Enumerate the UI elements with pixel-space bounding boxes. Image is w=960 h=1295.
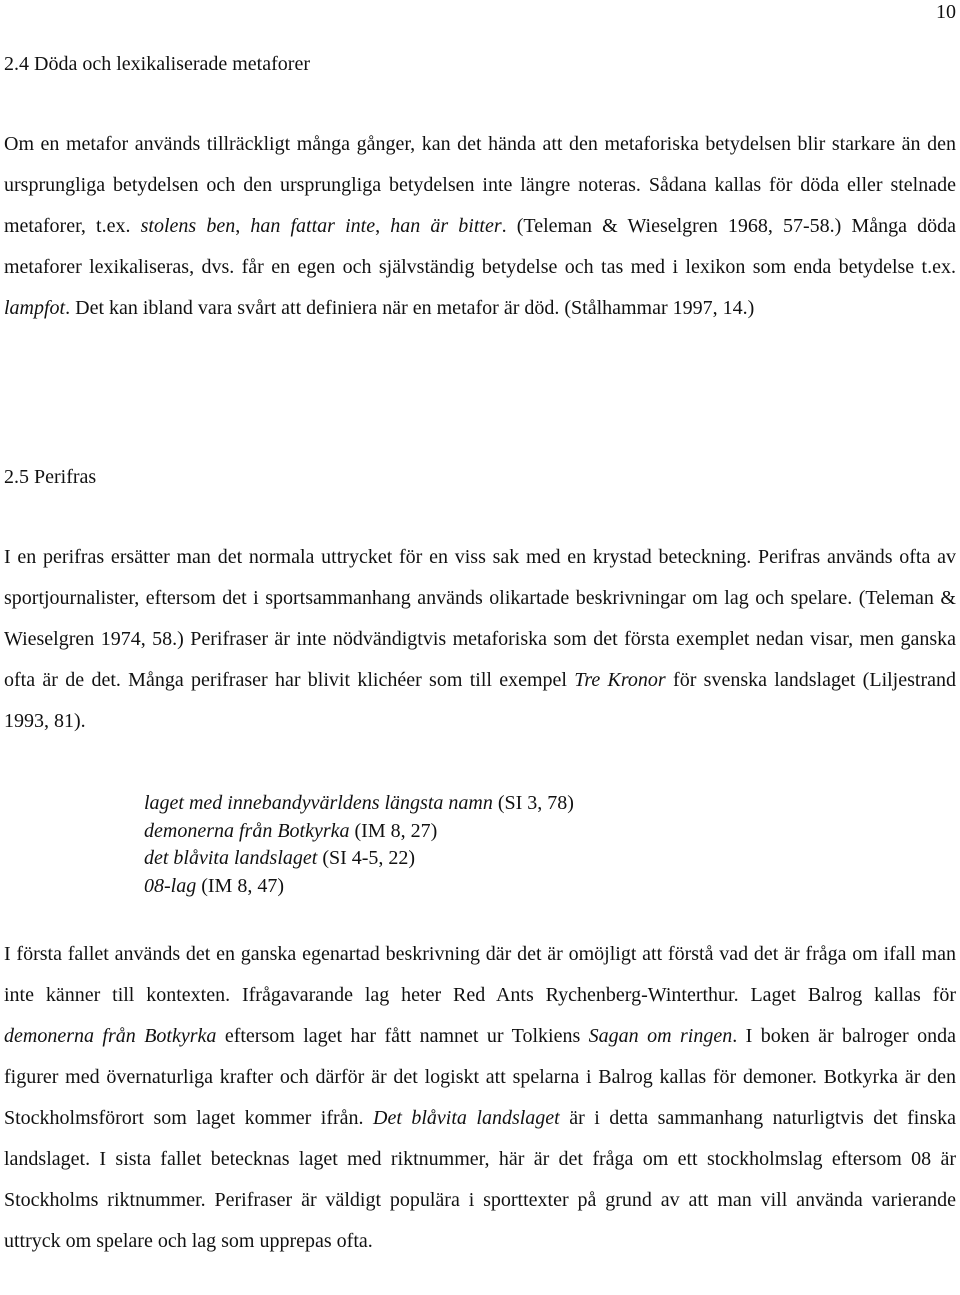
- page-number: 10: [936, 1, 956, 23]
- example-phrase: laget med innebandyvärldens längsta namn: [144, 792, 493, 814]
- example-phrase: demonerna från Botkyrka: [144, 819, 350, 842]
- example-item: [144, 873, 574, 901]
- paragraph-periphrasis-intro: [4, 537, 956, 742]
- text-run: . Det kan ibland vara svårt att definiera när en metafor är död. (Stålhammar 1997, 14.): [65, 297, 755, 319]
- text-run: . I boken är balroger onda figurer med övernaturliga krafter och därför är det logiskt att spelarna i Balrog kallas för demoner. Botkyrka är den Stockholmsförort som laget kommer ifrån.: [4, 1025, 956, 1129]
- example-source: (IM 8, 47): [196, 874, 284, 897]
- example-item: [144, 790, 574, 818]
- italic-term: demonerna från Botkyrka: [4, 1025, 217, 1047]
- italic-term: Sagan om ringen: [588, 1025, 733, 1047]
- example-source: (IM 8, 27): [349, 819, 438, 842]
- paragraph-periphrasis-analysis: [4, 934, 956, 1262]
- text-run: Om en metafor används tillräckligt många gånger, kan det hända att den metaforiska betydelsen blir starkare än den ursprungliga betydelsen och den ursprungliga betydelsen inte längre noteras. Sådana kallas för döda eller stelnade metaforer, t.ex.: [4, 133, 956, 237]
- text-run: ,: [235, 215, 251, 237]
- italic-term: han fattar inte: [250, 215, 376, 237]
- section-heading-2-4: 2.4 Döda och lexikaliserade metaforer: [4, 53, 310, 75]
- text-run: är i detta sammanhang naturligtvis det finska landslaget. I sista fallet betecknas laget med riktnummer, här är det fråga om ett stockholmslag eftersom 08 är Stockholms riktnummer. Perifraser är väldigt populära i sporttexter på grund av att man vill använda varierande uttryck om spelare och lag som upprepas ofta.: [4, 1107, 956, 1252]
- italic-term: Tre Kronor: [574, 669, 666, 691]
- text-run: för svenska landslaget (Liljestrand 1993, 81).: [4, 669, 956, 732]
- example-list: [144, 790, 574, 900]
- text-run: ,: [375, 215, 391, 237]
- example-phrase: 08-lag: [144, 874, 197, 897]
- text-run: I en perifras ersätter man det normala uttrycket för en viss sak med en krystad beteckning. Perifras används ofta av sportjournalister, eftersom det i sportsammanhang används olikartade beskrivningar om lag och spelare. (Teleman & Wieselgren 1974, 58.) Perifraser är inte nödvändigtvis metaforiska som det första exemplet nedan visar, men ganska ofta är de det. Många perifraser har blivit klichéer som till exempel: [4, 546, 956, 691]
- text-run: I första fallet används det en ganska egenartad beskrivning där det är omöjligt att förstå vad det är fråga om ifall man inte känner till kontexten. Ifrågavarande lag heter Red Ants Rychenberg-Winterthur. Laget Balrog kallas för: [4, 943, 956, 1006]
- italic-term: stolens ben: [140, 215, 236, 237]
- italic-term: han är bitter: [390, 215, 502, 237]
- example-item: [144, 845, 574, 873]
- italic-term: lampfot: [4, 297, 66, 319]
- text-run: eftersom laget har fått namnet ur Tolkiens: [216, 1025, 589, 1047]
- example-source: (SI 3, 78): [492, 792, 574, 814]
- section-heading-2-5: 2.5 Perifras: [4, 466, 97, 488]
- example-item: [144, 818, 574, 846]
- text-run: . (Teleman & Wieselgren 1968, 57-58.) Många döda metaforer lexikaliseras, dvs. får en egen och självständig betydelse och tas med i lexikon som enda betydelse t.ex.: [4, 215, 956, 278]
- example-source: (SI 4-5, 22): [317, 847, 416, 869]
- paragraph-dead-metaphors: [4, 124, 956, 329]
- example-phrase: det blåvita landslaget: [144, 847, 318, 869]
- italic-term: Det blåvita landslaget: [373, 1107, 560, 1129]
